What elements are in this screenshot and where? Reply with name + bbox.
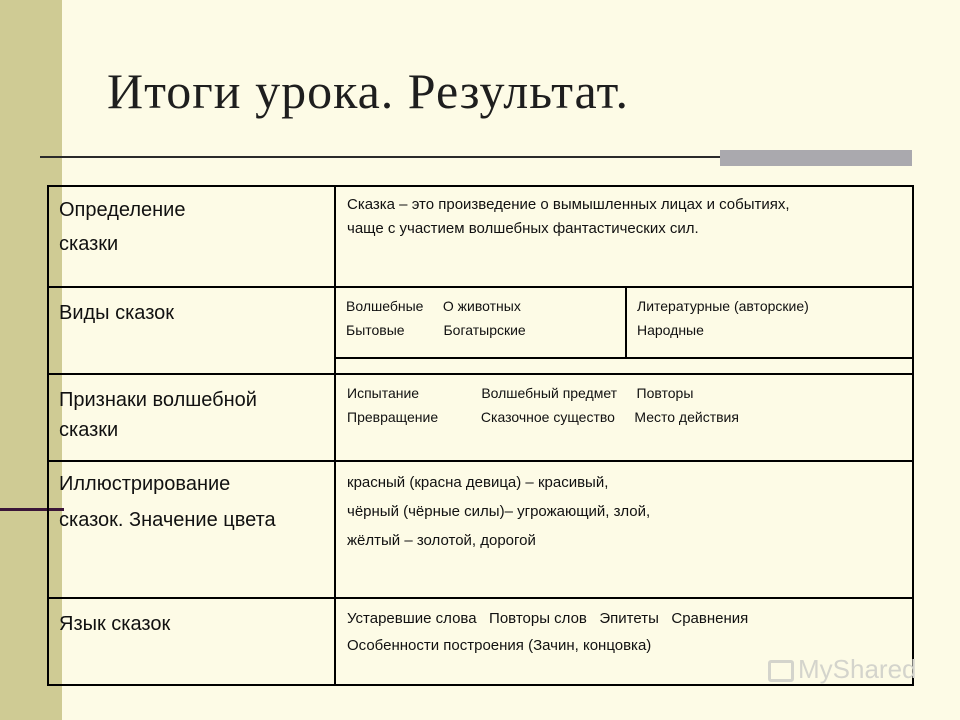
row-label	[49, 187, 336, 286]
types-right-cell	[627, 288, 912, 373]
label-line: сказки	[59, 419, 119, 441]
content-line: Волшебные О животных	[346, 298, 521, 314]
label-line: Виды сказок	[59, 302, 175, 324]
label-line: Признаки волшебной	[59, 389, 257, 411]
content-line: Испытание Волшебный предмет Повторы	[347, 385, 694, 401]
content-line: Бытовые Богатырские	[346, 322, 526, 338]
content-line: красный (красна девица) – красивый,	[347, 474, 609, 491]
content-line: жёлтый – золотой, дорогой	[347, 532, 536, 549]
row-content	[336, 462, 912, 597]
content-line: Литературные (авторские)	[637, 298, 809, 314]
content-line: чаще с участием волшебных фантастических сил.	[347, 220, 699, 237]
label-line: Язык сказок	[59, 613, 171, 635]
label-line: Иллюстрирование	[59, 473, 231, 495]
cell-underline	[336, 357, 912, 359]
slide-title: Итоги урока. Результат.	[107, 63, 630, 119]
row-content	[336, 187, 912, 286]
content-line: Народные	[637, 322, 704, 338]
content-line: Сказка – это произведение о вымышленных лицах и событиях,	[347, 196, 790, 213]
presentation-icon	[768, 660, 794, 682]
table-row-definition	[49, 187, 912, 288]
table-row-types	[49, 288, 912, 375]
label-line: сказок. Значение цвета	[59, 509, 276, 531]
content-line: чёрный (чёрные силы)– угрожающий, злой,	[347, 503, 651, 520]
summary-table	[47, 185, 914, 686]
table-row-illustration	[49, 462, 912, 599]
label-line: сказки	[59, 233, 119, 255]
title-accent-bar	[720, 150, 912, 166]
row-label	[49, 288, 336, 373]
row-label	[49, 375, 336, 460]
content-line: Превращение Сказочное существо Место действия	[347, 409, 739, 425]
types-left-cell	[336, 288, 625, 373]
watermark-text: MyShared	[798, 654, 917, 684]
row-label	[49, 462, 336, 597]
content-line: Особенности построения (Зачин, концовка)	[347, 637, 652, 654]
row-label	[49, 599, 336, 684]
row-content	[336, 375, 912, 460]
table-row-features	[49, 375, 912, 462]
content-line: Устаревшие слова Повторы слов Эпитеты Сравнения	[347, 610, 749, 627]
watermark	[768, 654, 917, 685]
label-line: Определение	[59, 199, 186, 221]
